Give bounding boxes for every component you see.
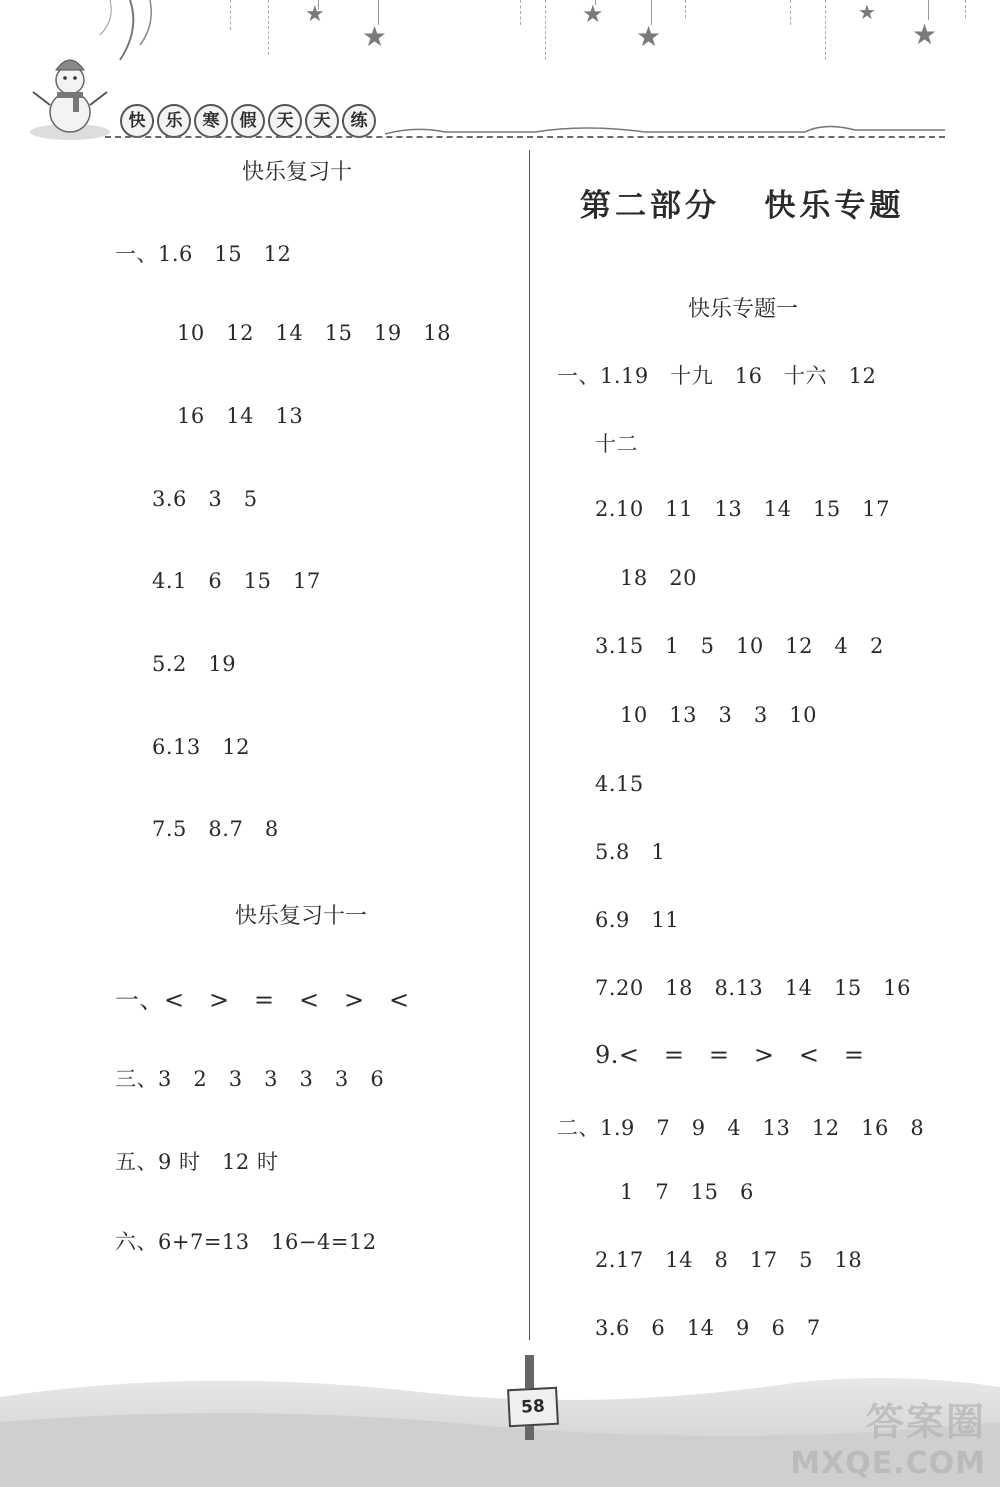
answer-line: 五、9 时 12 时 bbox=[115, 1150, 279, 1174]
answer-line: 2.17 14 8 17 5 18 bbox=[595, 1248, 863, 1272]
section-title-review-11: 快乐复习十一 bbox=[235, 904, 368, 929]
answer-line: 一、1.6 15 12 bbox=[115, 242, 292, 266]
answer-line: 三、3 2 3 3 3 3 6 bbox=[115, 1067, 385, 1091]
watermark bbox=[790, 1391, 986, 1481]
answer-line: 二、1.9 7 9 4 13 12 16 8 bbox=[557, 1116, 925, 1140]
star-icon bbox=[928, 0, 929, 20]
string-decoration bbox=[965, 0, 967, 18]
column-divider bbox=[529, 150, 530, 1340]
star-icon: ★ bbox=[305, 2, 325, 27]
banner-char: 假 bbox=[231, 104, 265, 138]
string-decoration bbox=[825, 0, 827, 60]
star-icon: ★ bbox=[912, 18, 938, 51]
answer-line: 18 20 bbox=[620, 566, 697, 590]
string-decoration bbox=[685, 0, 687, 18]
answer-line: 7.5 8.7 8 bbox=[152, 817, 279, 841]
answer-line: 六、6+7=13 16−4=12 bbox=[115, 1230, 377, 1254]
section-title-topic-1: 快乐专题一 bbox=[688, 297, 799, 322]
answer-line: 一、< > = < > < bbox=[115, 986, 410, 1014]
page-number: 58 bbox=[507, 1387, 559, 1428]
answer-line: 1 7 15 6 bbox=[620, 1180, 754, 1204]
answer-line: 3.6 3 5 bbox=[152, 487, 258, 511]
watermark-url: MXQE.COM bbox=[790, 1446, 986, 1481]
answer-line: 5.2 19 bbox=[152, 652, 237, 676]
answer-line: 6.9 11 bbox=[595, 908, 680, 932]
answer-line: 9.< = = > < = bbox=[595, 1041, 865, 1069]
watermark-logo: 答案圈 bbox=[865, 1400, 986, 1444]
part-title: 第二部分 快乐专题 bbox=[580, 188, 905, 224]
answer-line: 4.1 6 15 17 bbox=[152, 569, 321, 593]
answer-line: 5.8 1 bbox=[595, 840, 666, 864]
star-icon: ★ bbox=[858, 0, 876, 24]
answer-line: 3.6 6 14 9 6 7 bbox=[595, 1316, 821, 1340]
answer-line: 一、1.19 十九 16 十六 12 bbox=[557, 364, 877, 388]
answer-line: 16 14 13 bbox=[177, 404, 304, 428]
section-title-review-10: 快乐复习十 bbox=[242, 160, 353, 185]
hill-line bbox=[385, 122, 945, 136]
string-decoration bbox=[520, 0, 522, 25]
banner-char: 寒 bbox=[194, 104, 228, 138]
string-decoration bbox=[790, 0, 792, 25]
banner-char: 天 bbox=[305, 104, 339, 138]
snowman-icon bbox=[25, 50, 115, 145]
string-decoration bbox=[545, 0, 547, 60]
star-icon: ★ bbox=[636, 20, 662, 53]
header-divider bbox=[105, 136, 945, 138]
answer-line: 3.15 1 5 10 12 4 2 bbox=[595, 634, 884, 658]
answer-line: 7.20 18 8.13 14 15 16 bbox=[595, 976, 912, 1000]
header-decoration bbox=[0, 0, 1000, 150]
banner-char: 快 bbox=[120, 104, 154, 138]
answer-line: 6.13 12 bbox=[152, 735, 251, 759]
answer-line: 10 13 3 3 10 bbox=[620, 703, 817, 727]
banner-char: 练 bbox=[342, 104, 376, 138]
string-decoration bbox=[230, 0, 232, 30]
banner-char: 乐 bbox=[157, 104, 191, 138]
string-decoration bbox=[268, 0, 270, 55]
answer-line: 2.10 11 13 14 15 17 bbox=[595, 497, 890, 521]
answer-line: 10 12 14 15 19 18 bbox=[177, 321, 451, 345]
answer-line: 十二 bbox=[595, 432, 638, 456]
star-icon: ★ bbox=[362, 20, 388, 53]
banner-char: 天 bbox=[268, 104, 302, 138]
star-icon: ★ bbox=[582, 0, 604, 28]
answer-line: 4.15 bbox=[595, 772, 644, 796]
